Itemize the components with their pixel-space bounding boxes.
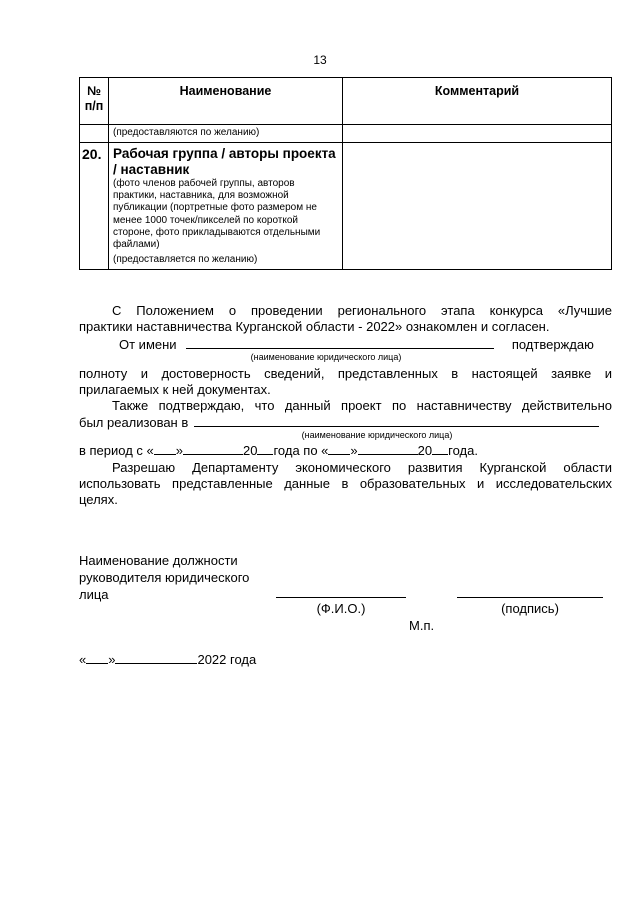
day-blank-1[interactable] [154,442,176,455]
period-end: года. [448,443,478,458]
para3-line2: был реализован в [79,415,189,430]
position-line1: Наименование должности [79,553,238,568]
month-blank-2[interactable] [358,442,418,455]
application-table [79,77,612,270]
para1-line1: С Положением о проведении регионального этапа конкурса «Лучшие [112,303,612,318]
legal-entity-caption: (наименование юридического лица) [250,352,402,362]
confirm-label: подтверждаю [511,337,594,352]
table-header-row [80,78,612,125]
from-name-line [79,336,612,353]
row-name: Рабочая группа / авторы проекта / наставник [113,146,336,177]
position-line3: лица [79,587,109,602]
cell-number-empty [80,125,109,143]
header-number: № п/п [80,78,109,125]
signature-line[interactable] [457,597,603,598]
row-name-cell [109,143,343,270]
month-blank-1[interactable] [183,442,243,455]
position-line2: руководителя юридического [79,570,250,585]
period-line [79,442,612,459]
period-y1: 20 [243,443,258,458]
header-name: Наименование [109,78,343,125]
date-open: « [79,652,87,667]
date-day-blank[interactable] [86,651,108,664]
from-name-label: От имени [119,337,177,352]
cell-comment-empty [343,125,612,143]
page-number: 13 [313,53,327,67]
para2-line2: прилагаемых к ней документах. [79,382,271,397]
row-note: (предоставляется по желанию) [113,254,258,266]
date-close: » [108,652,116,667]
para2-line1: полноту и достоверность сведений, представленных в настоящей заявке и [79,366,612,381]
year-blank-2[interactable] [432,442,448,455]
para4-line1: Разрешаю Департаменту экономического развития Курганской области [112,460,612,475]
legal-entity-caption-2: (наименование юридического лица) [301,430,453,440]
fio-caption: (Ф.И.О.) [316,601,366,616]
date-line [79,651,612,668]
row-number: 20. [80,143,109,270]
table-row [80,143,612,270]
row-details: (фото членов рабочей группы, авторов практики, наставника, для возможной публикации (портретные фото размером не менее 1000 точек/пикселей по короткой стороне, фото прикладываются отдельными файлами) [113,178,321,251]
date-month-blank[interactable] [115,651,197,664]
date-year: 2022 года [197,652,257,667]
period-q2: » [350,443,358,458]
para4-line2: использовать представленные данные в образовательных и исследовательских [79,476,612,491]
para1-line2: практики наставничества Курганской области - 2022» ознакомлен и согласен. [79,319,550,334]
para4-line3: целях. [79,492,118,507]
period-mid: года по « [273,443,329,458]
row-comment-cell[interactable] [343,143,612,270]
stamp-label: М.п. [409,618,435,633]
fio-line[interactable] [276,597,406,598]
period-start: в период с « [79,443,154,458]
legal-entity-blank-2[interactable] [194,414,599,427]
table-row [80,125,612,143]
period-q1: » [175,443,183,458]
sign-caption: (подпись) [501,601,559,616]
para3-line1: Также подтверждаю, что данный проект по наставничеству действительно [112,398,612,413]
period-y2: 20 [417,443,433,458]
legal-entity-blank[interactable] [186,336,494,349]
day-blank-2[interactable] [328,442,350,455]
year-blank-1[interactable] [257,442,273,455]
para3-line2-row [79,414,612,431]
header-comment: Комментарий [343,78,612,125]
continuation-note: (предоставляются по желанию) [109,125,343,143]
